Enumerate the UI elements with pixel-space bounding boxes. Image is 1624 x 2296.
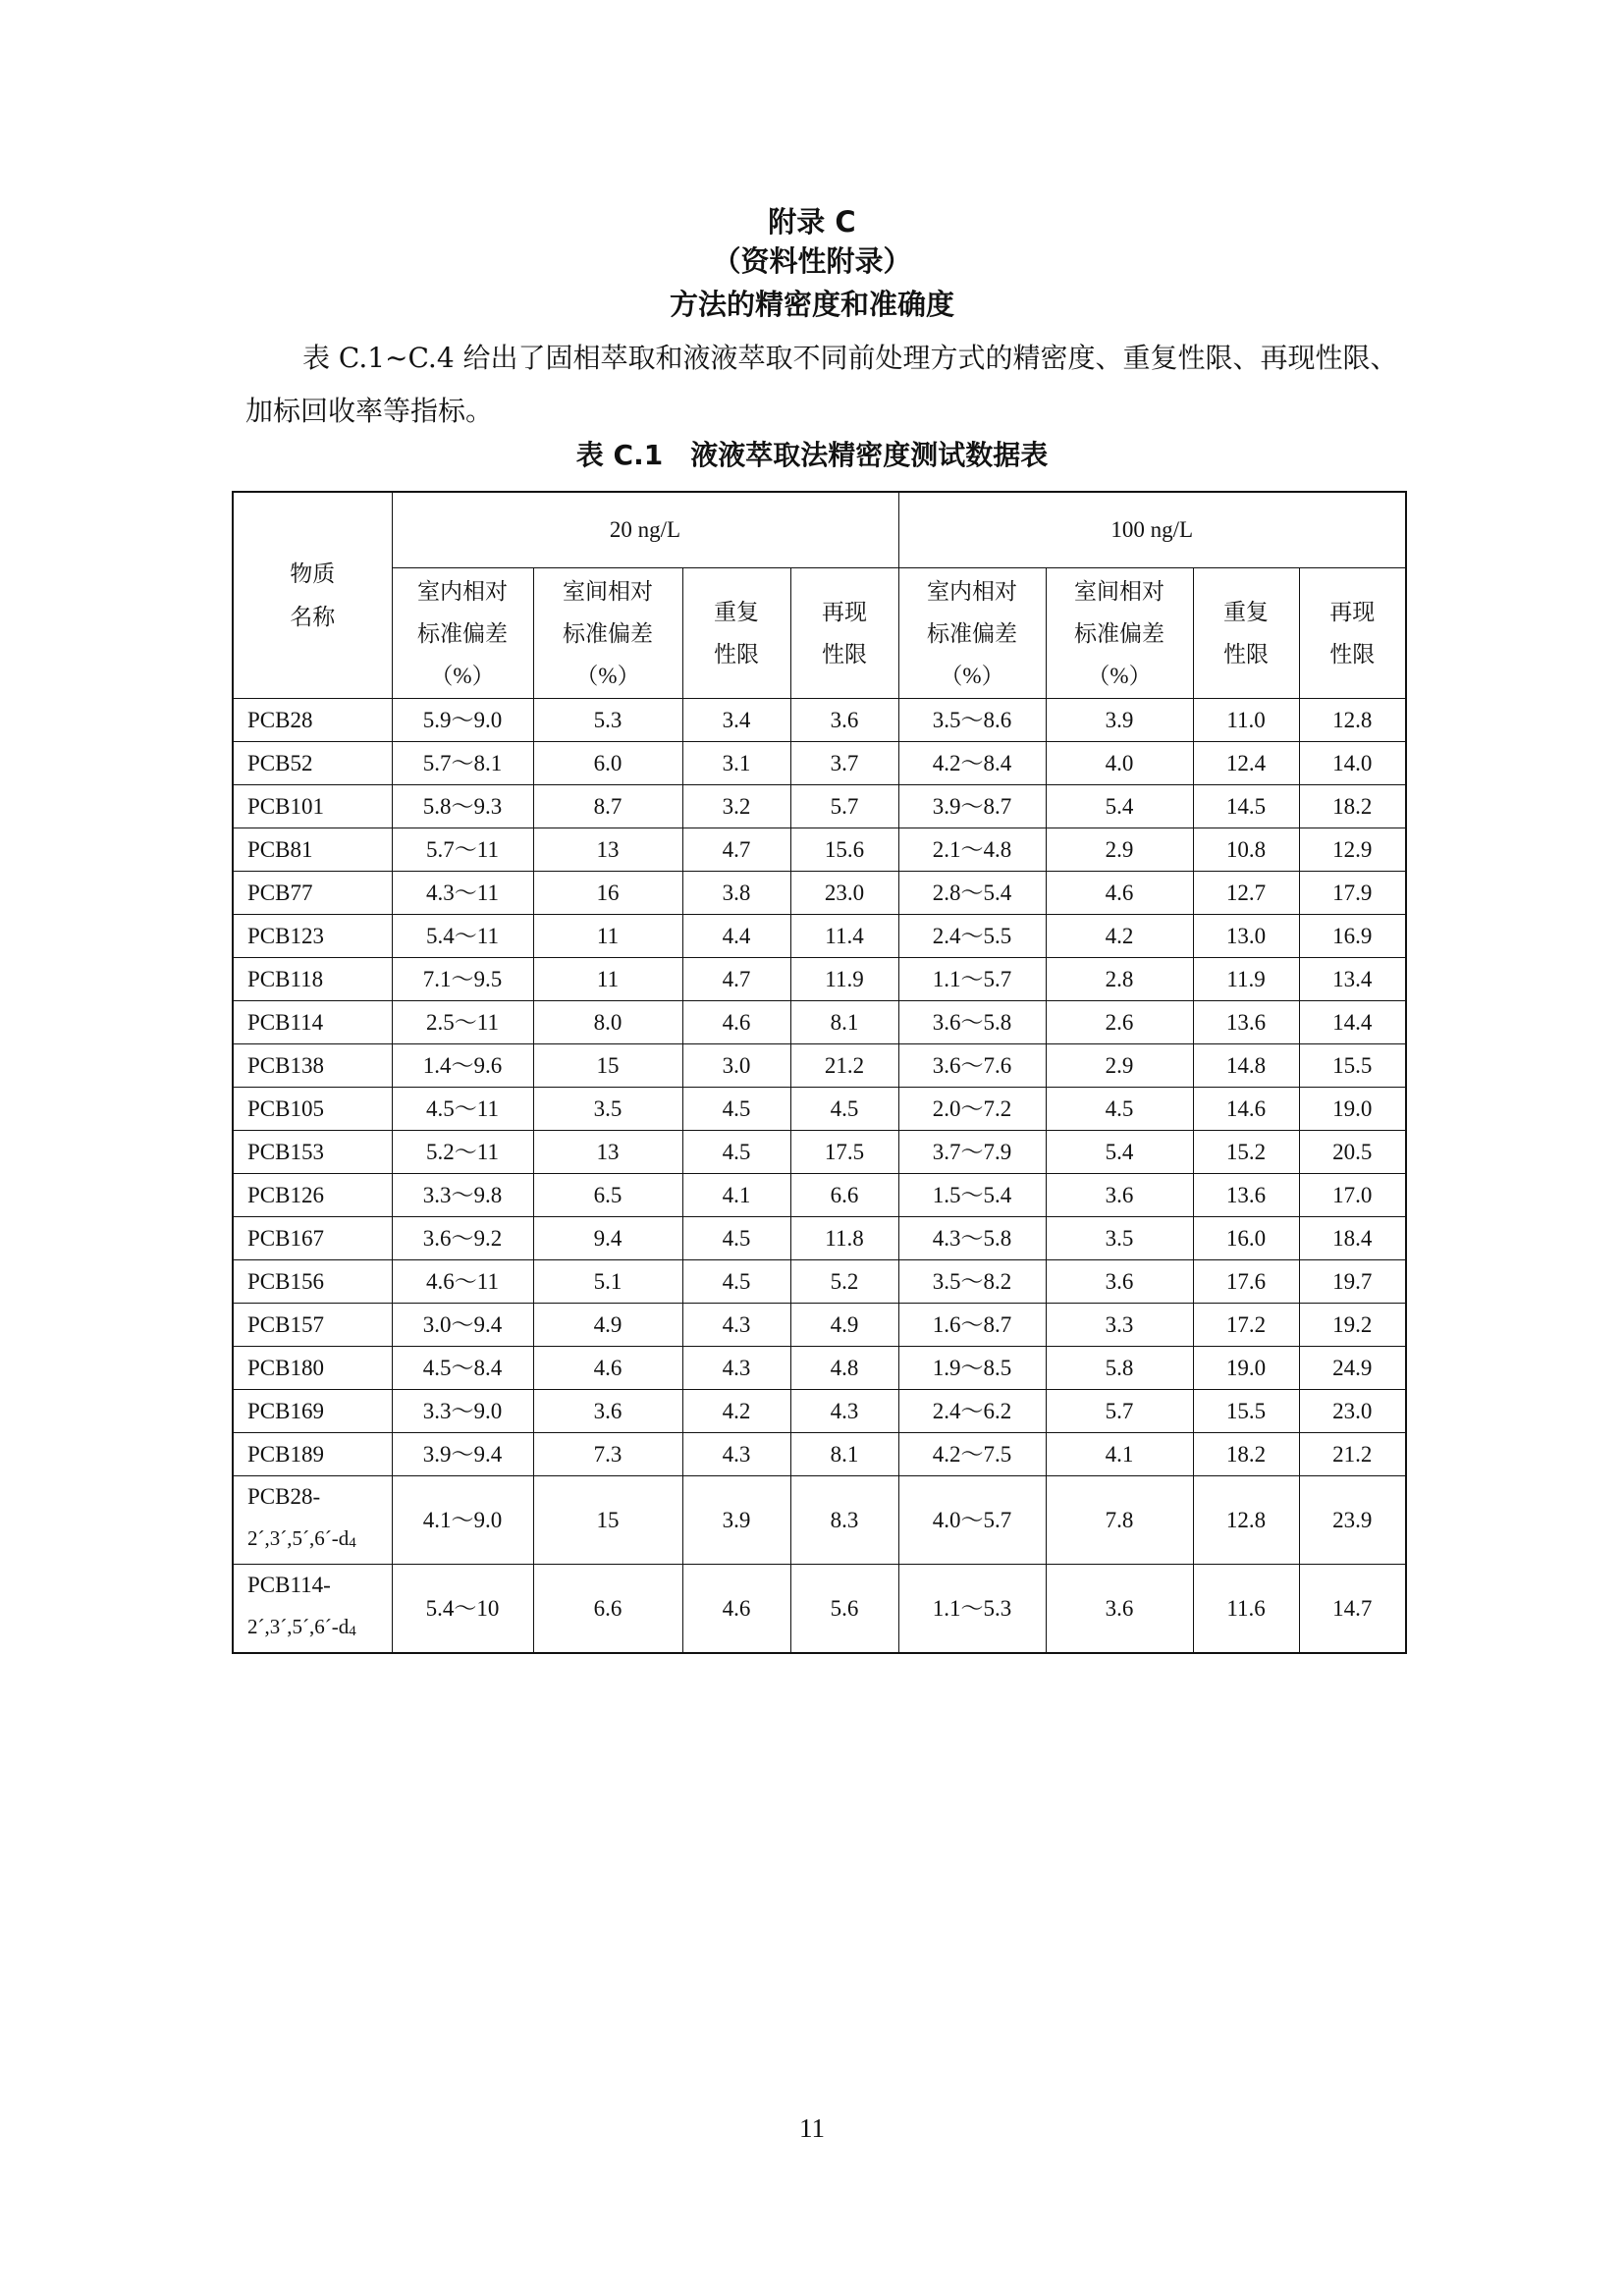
table-cell: 3.6～9.2 [392, 1217, 533, 1260]
table-cell: 2.5～11 [392, 1001, 533, 1044]
table-cell: 11 [533, 915, 682, 958]
table-row [233, 785, 1406, 828]
row-substance-name [233, 1476, 392, 1565]
sub-header-row [233, 568, 1406, 699]
table-cell: 3.2 [682, 785, 790, 828]
table-cell: 19.0 [1299, 1088, 1406, 1131]
table-cell: 7.3 [533, 1433, 682, 1476]
table-cell: 12.9 [1299, 828, 1406, 872]
table-cell: 3.7 [790, 742, 898, 785]
table-cell: 23.9 [1299, 1476, 1406, 1565]
table-cell: 6.5 [533, 1174, 682, 1217]
header-substance-name-text: 物质 名称 [290, 561, 336, 629]
table-row [233, 1088, 1406, 1131]
table-cell: 5.4～11 [392, 915, 533, 958]
table-cell: 4.3 [790, 1390, 898, 1433]
table-cell: 8.7 [533, 785, 682, 828]
table-cell: 7.8 [1046, 1476, 1193, 1565]
table-cell: 3.9 [682, 1476, 790, 1565]
table-cell: 3.9～8.7 [898, 785, 1046, 828]
table-cell: 4.0 [1046, 742, 1193, 785]
header-group-100: 100 ng/L [898, 492, 1406, 568]
table-cell: 1.9～8.5 [898, 1347, 1046, 1390]
table-cell: 5.8 [1046, 1347, 1193, 1390]
table-row [233, 1347, 1406, 1390]
table-cell: 11.0 [1193, 699, 1299, 742]
table-cell: 3.7～7.9 [898, 1131, 1046, 1174]
table-cell: 5.7 [1046, 1390, 1193, 1433]
sub-header-7: 再现 性限 [1299, 568, 1406, 699]
table-cell: 18.4 [1299, 1217, 1406, 1260]
table-row [233, 742, 1406, 785]
table-cell: 2.9 [1046, 1044, 1193, 1088]
row-substance-name: PCB52 [233, 742, 392, 785]
table-cell: 8.3 [790, 1476, 898, 1565]
table-cell: 4.1 [1046, 1433, 1193, 1476]
table-cell: 13.0 [1193, 915, 1299, 958]
table-cell: 15.2 [1193, 1131, 1299, 1174]
table-cell: 2.4～5.5 [898, 915, 1046, 958]
table-cell: 12.4 [1193, 742, 1299, 785]
table-cell: 3.8 [682, 872, 790, 915]
table-cell: 4.5 [682, 1088, 790, 1131]
table-cell: 14.6 [1193, 1088, 1299, 1131]
table-cell: 1.6～8.7 [898, 1304, 1046, 1347]
table-cell: 3.9 [1046, 699, 1193, 742]
table-row [233, 958, 1406, 1001]
table-cell: 4.8 [790, 1347, 898, 1390]
sub-header-0: 室内相对 标准偏差 （%） [392, 568, 533, 699]
table-row [233, 1390, 1406, 1433]
table-cell: 2.9 [1046, 828, 1193, 872]
substance-name-subscript: 4 [349, 1624, 356, 1639]
table-cell: 13 [533, 1131, 682, 1174]
table-cell: 5.7～11 [392, 828, 533, 872]
table-cell: 4.3 [682, 1433, 790, 1476]
row-substance-name: PCB156 [233, 1260, 392, 1304]
table-cell: 4.0～5.7 [898, 1476, 1046, 1565]
section-title: 方法的精密度和准确度 [669, 288, 954, 321]
table-row [233, 1174, 1406, 1217]
table-cell: 2.4～6.2 [898, 1390, 1046, 1433]
table-cell: 4.5 [682, 1131, 790, 1174]
table-cell: 5.3 [533, 699, 682, 742]
header-group-20: 20 ng/L [392, 492, 898, 568]
table-cell: 3.6～5.8 [898, 1001, 1046, 1044]
table-cell: 4.3 [682, 1347, 790, 1390]
table-row [233, 915, 1406, 958]
table-row [233, 1217, 1406, 1260]
table-cell: 2.8～5.4 [898, 872, 1046, 915]
table-cell: 17.0 [1299, 1174, 1406, 1217]
table-cell: 4.6～11 [392, 1260, 533, 1304]
table-cell: 2.0～7.2 [898, 1088, 1046, 1131]
table-cell: 17.2 [1193, 1304, 1299, 1347]
table-cell: 3.0～9.4 [392, 1304, 533, 1347]
table-cell: 16.9 [1299, 915, 1406, 958]
table-cell: 4.5 [682, 1260, 790, 1304]
precision-table-container [232, 491, 1405, 1654]
table-cell: 15.5 [1299, 1044, 1406, 1088]
row-substance-name: PCB153 [233, 1131, 392, 1174]
table-cell: 3.4 [682, 699, 790, 742]
table-cell: 5.2 [790, 1260, 898, 1304]
table-cell: 4.2～7.5 [898, 1433, 1046, 1476]
table-cell: 4.6 [682, 1565, 790, 1654]
table-cell: 13.6 [1193, 1001, 1299, 1044]
table-cell: 4.5 [790, 1088, 898, 1131]
table-cell: 15 [533, 1044, 682, 1088]
table-cell: 5.9～9.0 [392, 699, 533, 742]
table-cell: 17.9 [1299, 872, 1406, 915]
table-cell: 3.5 [1046, 1217, 1193, 1260]
table-cell: 14.0 [1299, 742, 1406, 785]
row-substance-name: PCB189 [233, 1433, 392, 1476]
table-row [233, 1131, 1406, 1174]
row-substance-name: PCB114 [233, 1001, 392, 1044]
table-cell: 5.4～10 [392, 1565, 533, 1654]
sub-header-6: 重复 性限 [1193, 568, 1299, 699]
table-cell: 3.3～9.8 [392, 1174, 533, 1217]
table-cell: 4.7 [682, 828, 790, 872]
table-cell: 11.4 [790, 915, 898, 958]
sub-header-3: 再现 性限 [790, 568, 898, 699]
table-cell: 13.4 [1299, 958, 1406, 1001]
sub-header-5: 室间相对 标准偏差 （%） [1046, 568, 1193, 699]
table-caption: 表 C.1 液液萃取法精密度测试数据表 [575, 439, 1049, 471]
table-cell: 2.1～4.8 [898, 828, 1046, 872]
table-cell: 3.5 [533, 1088, 682, 1131]
table-cell: 4.5 [1046, 1088, 1193, 1131]
table-cell: 16.0 [1193, 1217, 1299, 1260]
table-row [233, 1565, 1406, 1654]
table-cell: 17.5 [790, 1131, 898, 1174]
table-cell: 23.0 [790, 872, 898, 915]
table-cell: 4.1 [682, 1174, 790, 1217]
table-cell: 14.8 [1193, 1044, 1299, 1088]
table-cell: 3.5～8.6 [898, 699, 1046, 742]
table-cell: 4.7 [682, 958, 790, 1001]
table-cell: 4.6 [533, 1347, 682, 1390]
table-cell: 10.8 [1193, 828, 1299, 872]
table-cell: 8.0 [533, 1001, 682, 1044]
substance-name-subscript: 4 [349, 1535, 356, 1551]
table-row [233, 1476, 1406, 1565]
table-row [233, 1433, 1406, 1476]
table-cell: 18.2 [1299, 785, 1406, 828]
substance-name-line2: $2´,3´,5´,6´-d_4$ [247, 1615, 356, 1639]
row-substance-name: PCB169 [233, 1390, 392, 1433]
row-substance-name: PCB180 [233, 1347, 392, 1390]
header-substance-name [233, 492, 392, 699]
row-substance-name: PCB126 [233, 1174, 392, 1217]
table-cell: 5.8～9.3 [392, 785, 533, 828]
table-cell: 3.9～9.4 [392, 1433, 533, 1476]
intro-paragraph: 表 C.1~C.4 给出了固相萃取和液液萃取不同前处理方式的精密度、重复性限、再现性限、加标回收率等指标。 [245, 342, 1398, 427]
table-cell: 3.3～9.0 [392, 1390, 533, 1433]
table-cell: 3.6～7.6 [898, 1044, 1046, 1088]
table-cell: 1.1～5.3 [898, 1565, 1046, 1654]
table-cell: 11 [533, 958, 682, 1001]
row-substance-name: PCB138 [233, 1044, 392, 1088]
table-cell: 4.2 [682, 1390, 790, 1433]
sub-header-2: 重复 性限 [682, 568, 790, 699]
row-substance-name: PCB77 [233, 872, 392, 915]
table-cell: 11.6 [1193, 1565, 1299, 1654]
row-substance-name: PCB105 [233, 1088, 392, 1131]
table-body [233, 699, 1406, 1654]
appendix-subtitle: （资料性附录） [712, 244, 912, 278]
row-substance-name: PCB123 [233, 915, 392, 958]
table-cell: 2.6 [1046, 1001, 1193, 1044]
table-cell: 18.2 [1193, 1433, 1299, 1476]
table-cell: 4.5 [682, 1217, 790, 1260]
row-substance-name: PCB28 [233, 699, 392, 742]
table-cell: 3.6 [1046, 1260, 1193, 1304]
table-cell: 4.2 [1046, 915, 1193, 958]
table-cell: 1.4～9.6 [392, 1044, 533, 1088]
appendix-title: 附录 C [768, 205, 856, 239]
table-cell: 4.6 [1046, 872, 1193, 915]
table-cell: 4.9 [533, 1304, 682, 1347]
table-cell: 7.1～9.5 [392, 958, 533, 1001]
table-cell: 14.4 [1299, 1001, 1406, 1044]
table-cell: 12.8 [1299, 699, 1406, 742]
table-cell: 5.7～8.1 [392, 742, 533, 785]
table-cell: 3.6 [790, 699, 898, 742]
table-cell: 19.2 [1299, 1304, 1406, 1347]
table-cell: 21.2 [790, 1044, 898, 1088]
row-substance-name: PCB157 [233, 1304, 392, 1347]
table-cell: 3.3 [1046, 1304, 1193, 1347]
table-cell: 4.4 [682, 915, 790, 958]
table-row [233, 1044, 1406, 1088]
table-cell: 6.6 [533, 1565, 682, 1654]
row-substance-name: PCB101 [233, 785, 392, 828]
table-cell: 11.9 [1193, 958, 1299, 1001]
table-cell: 21.2 [1299, 1433, 1406, 1476]
table-cell: 4.5～11 [392, 1088, 533, 1131]
table-cell: 17.6 [1193, 1260, 1299, 1304]
sub-header-1: 室间相对 标准偏差 （%） [533, 568, 682, 699]
table-cell: 4.3～5.8 [898, 1217, 1046, 1260]
table-row [233, 1001, 1406, 1044]
table-row [233, 828, 1406, 872]
table-cell: 24.9 [1299, 1347, 1406, 1390]
substance-name-line1: PCB28- [247, 1484, 321, 1509]
row-substance-name: PCB167 [233, 1217, 392, 1260]
table-cell: 5.6 [790, 1565, 898, 1654]
table-cell: 9.4 [533, 1217, 682, 1260]
table-cell: 16 [533, 872, 682, 915]
table-cell: 4.9 [790, 1304, 898, 1347]
table-cell: 13 [533, 828, 682, 872]
sub-header-4: 室内相对 标准偏差 （%） [898, 568, 1046, 699]
table-cell: 3.6 [533, 1390, 682, 1433]
table-cell: 1.5～5.4 [898, 1174, 1046, 1217]
table-cell: 2.8 [1046, 958, 1193, 1001]
table-cell: 11.9 [790, 958, 898, 1001]
table-cell: 5.2～11 [392, 1131, 533, 1174]
table-cell: 5.7 [790, 785, 898, 828]
table-row [233, 1304, 1406, 1347]
table-cell: 4.1～9.0 [392, 1476, 533, 1565]
table-cell: 20.5 [1299, 1131, 1406, 1174]
table-row [233, 699, 1406, 742]
row-substance-name: PCB118 [233, 958, 392, 1001]
table-cell: 14.5 [1193, 785, 1299, 828]
table-cell: 11.8 [790, 1217, 898, 1260]
table-cell: 3.5～8.2 [898, 1260, 1046, 1304]
table-cell: 23.0 [1299, 1390, 1406, 1433]
table-cell: 6.6 [790, 1174, 898, 1217]
table-cell: 4.6 [682, 1001, 790, 1044]
table-cell: 3.0 [682, 1044, 790, 1088]
row-substance-name [233, 1565, 392, 1654]
table-cell: 4.3 [682, 1304, 790, 1347]
table-cell: 5.1 [533, 1260, 682, 1304]
table-row [233, 1260, 1406, 1304]
table-cell: 3.6 [1046, 1565, 1193, 1654]
table-cell: 12.8 [1193, 1476, 1299, 1565]
substance-name-line2: $2´,3´,5´,6´-d_4$ [247, 1526, 356, 1551]
table-cell: 6.0 [533, 742, 682, 785]
table-cell: 15 [533, 1476, 682, 1565]
table-cell: 4.3～11 [392, 872, 533, 915]
table-cell: 19.0 [1193, 1347, 1299, 1390]
substance-name-line1: PCB114- [247, 1573, 331, 1597]
table-cell: 13.6 [1193, 1174, 1299, 1217]
table-cell: 8.1 [790, 1433, 898, 1476]
precision-table [232, 491, 1407, 1654]
table-cell: 12.7 [1193, 872, 1299, 915]
table-cell: 15.6 [790, 828, 898, 872]
page-number: 11 [799, 2113, 825, 2143]
table-cell: 19.7 [1299, 1260, 1406, 1304]
table-cell: 8.1 [790, 1001, 898, 1044]
table-row [233, 872, 1406, 915]
table-cell: 14.7 [1299, 1565, 1406, 1654]
table-cell: 5.4 [1046, 785, 1193, 828]
table-cell: 3.6 [1046, 1174, 1193, 1217]
table-cell: 4.2～8.4 [898, 742, 1046, 785]
table-cell: 3.1 [682, 742, 790, 785]
table-cell: 5.4 [1046, 1131, 1193, 1174]
table-cell: 4.5～8.4 [392, 1347, 533, 1390]
row-substance-name: PCB81 [233, 828, 392, 872]
table-cell: 1.1～5.7 [898, 958, 1046, 1001]
table-cell: 15.5 [1193, 1390, 1299, 1433]
